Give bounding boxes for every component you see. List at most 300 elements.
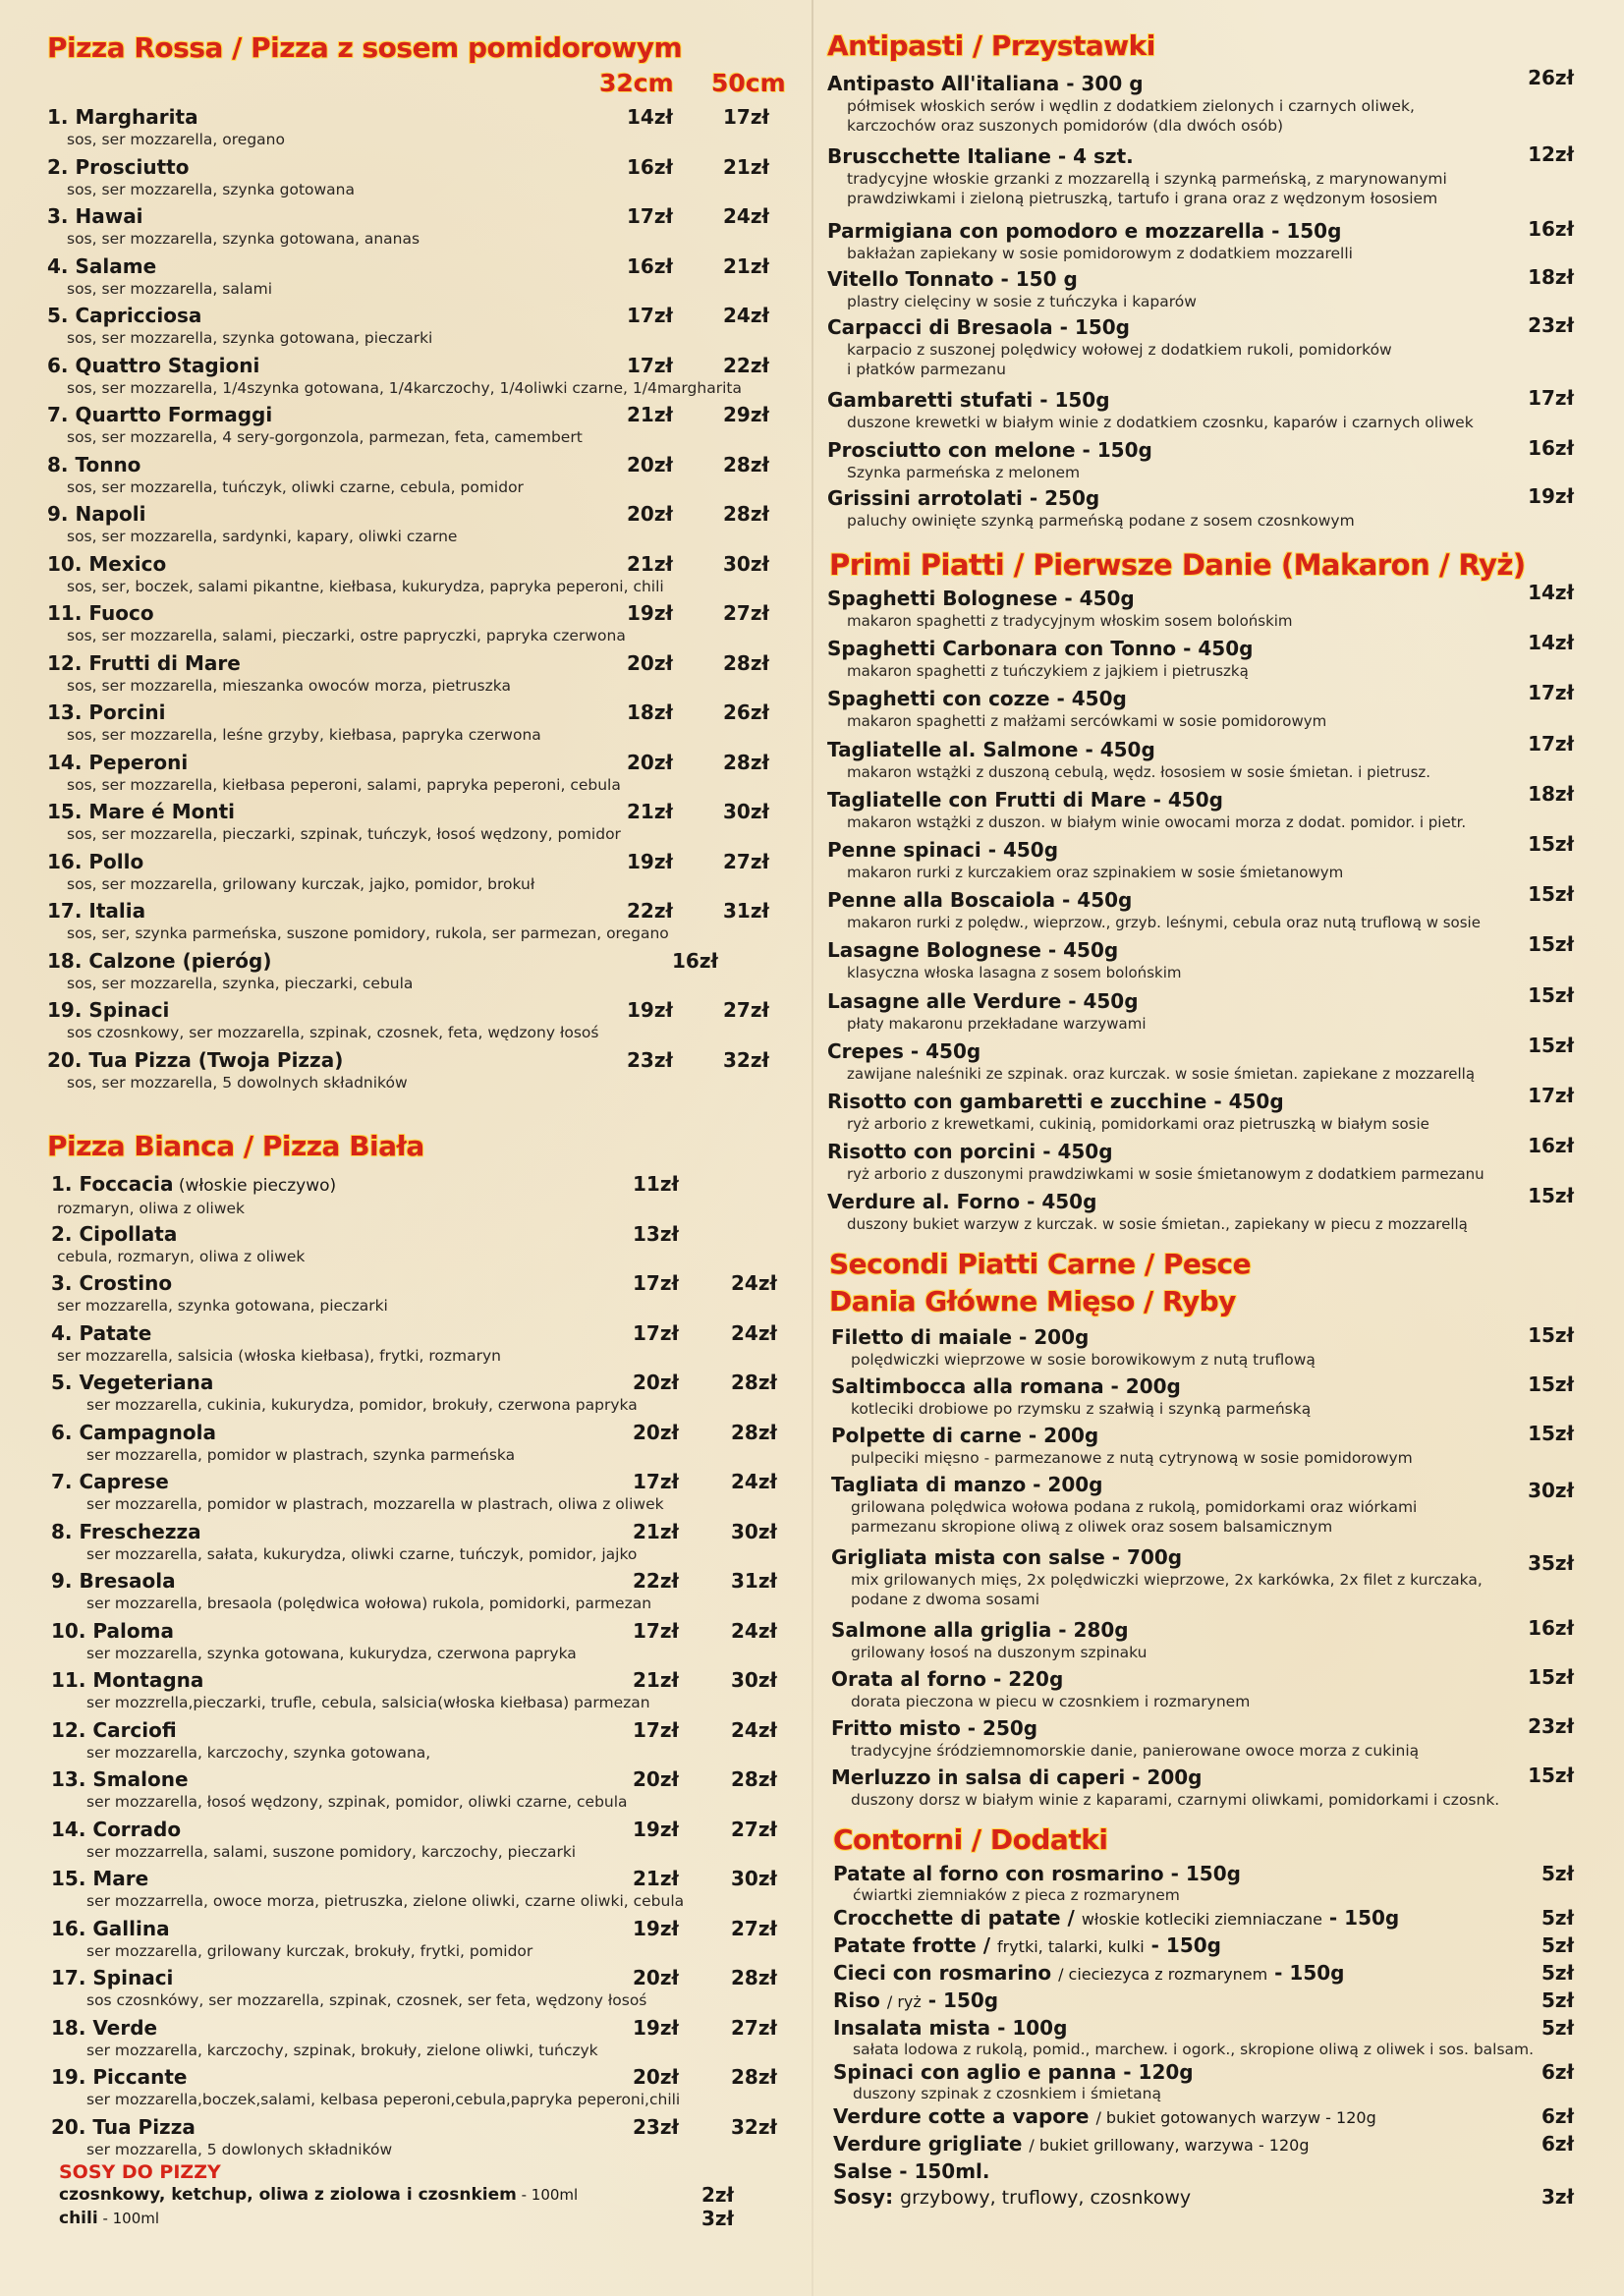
item-price-large: 30zł	[731, 1668, 777, 1692]
item-description-cont: prawdziwkami i zieloną pietruszką, tartufo i grana oraz z wędzonym łososiem	[847, 190, 1438, 207]
item-description: ryż arborio z krewetkami, cukinią, pomidorkami oraz pietruszką w białym sosie	[847, 1114, 1429, 1133]
menu-item	[47, 203, 804, 253]
item-price-large: 30zł	[731, 1867, 777, 1890]
side-item-note: / ryż	[886, 1992, 922, 2011]
item-description: makaron rurki z kurczakiem oraz szpinakiem w sosie śmietanowym	[847, 863, 1344, 881]
item-price: 14zł	[1528, 631, 1574, 655]
side-item-price: 6zł	[1541, 2132, 1574, 2156]
item-price-large: 24zł	[731, 1717, 777, 1742]
item-name-text: 12. Carciofi	[51, 1717, 177, 1742]
side-item-name: Crocchette di patate /	[833, 1906, 1082, 1930]
item-name: 1. Margharita	[47, 105, 198, 129]
item-price-large: 21zł	[723, 154, 769, 179]
item-name	[51, 1717, 808, 1743]
menu-item	[47, 551, 804, 601]
item-name: 20. Tua Pizza (Twoja Pizza)	[47, 1047, 344, 1072]
item-price-large: 30zł	[723, 551, 769, 576]
item-description: sos, ser mozzarella, szynka gotowana	[67, 180, 356, 198]
item-description: ser mozzarella,boczek,salami, kelbasa peperoni,cebula,papryka peperoni,chili	[86, 2091, 681, 2108]
side-item-note: włoskie kotleciki ziemniaczane	[1081, 1910, 1322, 1929]
item-name-text: 14. Corrado	[51, 1817, 182, 1841]
menu-item	[827, 218, 1580, 266]
item-name: Penne spinaci - 450g	[827, 837, 1059, 862]
item-price-large: 28zł	[723, 502, 769, 526]
item-price-large: 31zł	[723, 899, 769, 923]
item-name: Merluzzo in salsa di caperi - 200g	[831, 1765, 1203, 1789]
item-description: rozmaryn, oliwa z oliwek	[57, 1200, 246, 1217]
item-name: Spaghetti Carbonara con Tonno - 450g	[827, 637, 1254, 661]
item-price-large: 32zł	[731, 2114, 777, 2139]
side-item-description: sałata lodowa z rukolą, pomid., marchew. i ogork., skropione oliwą z oliwek i sos. balsam.	[853, 2041, 1535, 2058]
item-price-large: 24zł	[731, 1320, 777, 1345]
item-description: tradycyjne włoskie grzanki z mozzarellą i szynką parmeńską, z marynowanymi	[847, 170, 1447, 188]
menu-item	[831, 1324, 1580, 1373]
item-price: 23zł	[1528, 313, 1574, 337]
menu-item	[51, 1618, 808, 1668]
item-description: dorata pieczona w piecu w czosnkiem i rozmarynem	[851, 1693, 1251, 1710]
item-description: sos, ser mozzarella, pieczarki, szpinak, tuńczyk, łosoś wędzony, pomidor	[67, 825, 621, 843]
item-name: 7. Quartto Formaggi	[47, 403, 273, 426]
menu-item	[831, 1715, 1580, 1764]
item-description: makaron wstążki z duszoną cebulą, wędz. łososiem w sosie śmietan. i pietrusz.	[847, 762, 1431, 781]
item-name: Risotto con gambaretti e zucchine - 450g	[827, 1089, 1284, 1113]
item-name: 4. Salame	[47, 253, 157, 278]
menu-item	[827, 1134, 1580, 1189]
item-name-text: 11. Montagna	[51, 1668, 204, 1692]
menu-item	[51, 1866, 808, 1916]
item-price-large: 28zł	[731, 2065, 777, 2089]
item-name: Lasagne alle Verdure - 450g	[827, 988, 1139, 1013]
item-name: Crepes - 450g	[827, 1038, 981, 1063]
item-name-text: 6. Campagnola	[51, 1420, 216, 1444]
item-name-text: 20. Tua Pizza	[51, 2114, 196, 2139]
item-description: ser mozzarella, karczochy, szpinak, brokuły, zielone oliwki, tuńczyk	[86, 2041, 598, 2059]
item-description: grilowany łosoś na duszonym szpinaku	[851, 1644, 1148, 1661]
item-price: 19zł	[1528, 484, 1574, 508]
item-price: 17zł	[1528, 1083, 1574, 1107]
item-price: 15zł	[1528, 1665, 1574, 1689]
menu-item	[831, 1423, 1580, 1472]
item-price-small: 19zł	[627, 998, 673, 1022]
item-description: sos, ser, szynka parmeńska, suszone pomidory, rukola, ser parmezan, oregano	[67, 924, 669, 942]
side-item-price: 5zł	[1541, 1933, 1574, 1957]
item-name: Tagliata di manzo - 200g	[831, 1473, 1103, 1496]
primi-heading: Primi Piatti / Pierwsze Danie (Makaron / Ryż)	[829, 548, 1526, 582]
item-description: sos, ser mozzarella, grilowany kurczak, jajko, pomidor, brokuł	[67, 874, 535, 893]
secondi-heading-pl: Dania Główne Mięso / Ryby	[829, 1285, 1236, 1317]
item-name: Grigliata mista con salse - 700g	[831, 1545, 1183, 1569]
pizza-sauces	[59, 2161, 806, 2230]
item-name: Verdure al. Forno - 450g	[827, 1190, 1097, 1214]
item-name: Bruscchette Italiane - 4 szt.	[827, 144, 1134, 168]
item-description: ser mozzarella, pomidor w plastrach, mozzarella w plastrach, oliwa z oliwek	[86, 1495, 664, 1513]
menu-item	[831, 1544, 1580, 1617]
menu-item	[827, 581, 1580, 636]
item-name	[51, 2015, 808, 2041]
antipasti-list	[827, 66, 1580, 534]
sauce-name: chili	[59, 2209, 98, 2228]
item-price-large: 29zł	[723, 403, 769, 426]
item-description: polędwiczki wieprzowe w sosie borowikowym z nutą truflową	[851, 1351, 1316, 1369]
item-description: tradycyjne śródziemnomorskie danie, panierowane owoce morza z cukinią	[851, 1742, 1420, 1760]
item-description: sos, ser mozzarella, szynka, pieczarki, cebula	[67, 974, 414, 992]
item-description: makaron spaghetti z tradycyjnym włoskim sosem bolońskim	[847, 612, 1293, 630]
primi-list	[827, 581, 1580, 1239]
item-description: mix grilowanych mięs, 2x polędwiczki wieprzowe, 2x karkówka, 2x filet z kurczaka,	[851, 1571, 1483, 1589]
menu-item	[51, 1667, 808, 1717]
side-item	[833, 1905, 1580, 1932]
item-price: 16zł	[1528, 436, 1574, 460]
item-price-small: 22zł	[633, 1569, 679, 1593]
item-description: sos, ser mozzarella, szynka gotowana, pieczarki	[67, 329, 433, 347]
menu-item	[47, 353, 804, 403]
item-name: 19. Spinaci	[47, 998, 170, 1022]
item-price-small: 21zł	[633, 1668, 679, 1692]
item-description: półmisek włoskich serów i wędlin z dodatkiem zielonych i czarnych oliwek,	[847, 97, 1415, 115]
side-item-name: Patate al forno con rosmarino - 150g	[833, 1862, 1241, 1885]
item-price: 23zł	[1528, 1714, 1574, 1738]
menu-item	[47, 898, 804, 948]
menu-item	[827, 266, 1580, 314]
item-price-small: 21zł	[633, 1867, 679, 1890]
side-item-weight: - 150g	[1321, 1906, 1400, 1930]
item-name-text: 3. Crostino	[51, 1271, 173, 1295]
item-description: sos, ser mozzarella, salami	[67, 279, 273, 298]
item-description: pulpeciki mięsno - parmezanowe z nutą cytrynową w sosie pomidorowym	[851, 1449, 1413, 1467]
menu-item	[47, 452, 804, 502]
menu-item	[47, 600, 804, 650]
side-item	[833, 1932, 1580, 1960]
item-description: makaron spaghetti z tuńczykiem z jajkiem i pietruszką	[847, 662, 1249, 681]
side-item-name: Patate frotte /	[833, 1933, 997, 1957]
item-name: Prosciutto con melone - 150g	[827, 438, 1152, 462]
side-item	[833, 2059, 1580, 2085]
menu-item	[51, 1519, 808, 1569]
menu-item	[51, 2064, 808, 2114]
item-description: sos, ser mozzarella, 4 sery-gorgonzola, parmezan, feta, camembert	[67, 428, 583, 446]
side-item	[833, 2015, 1580, 2041]
item-description: makaron spaghetti z małżami sercówkami w sosie pomidorowym	[847, 712, 1327, 731]
item-description: sos, ser, boczek, salami pikantne, kiełbasa, kukurydza, papryka peperoni, chili	[67, 577, 664, 595]
item-description: karpacio z suszonej polędwicy wołowej z dodatkiem rukoli, pomidorków	[847, 341, 1392, 359]
side-item-note: frytki, talarki, kulki	[996, 1937, 1145, 1956]
item-name: Carpacci di Bresaola - 150g	[827, 315, 1130, 339]
item-name-note: (włoskie pieczywo)	[173, 1176, 337, 1196]
item-price: 15zł	[1528, 1184, 1574, 1208]
item-name	[51, 1221, 808, 1247]
item-name: Salmone alla griglia - 280g	[831, 1618, 1129, 1642]
item-name: Grissini arrotolati - 250g	[827, 486, 1100, 510]
item-description: sos, ser mozzarella, szynka gotowana, ananas	[67, 230, 420, 248]
item-name	[51, 1270, 808, 1296]
item-price-small: 16zł	[627, 154, 673, 179]
item-name-text: 15. Mare	[51, 1867, 149, 1890]
item-description: sos, ser mozzarella, leśne grzyby, kiełbasa, papryka czerwona	[67, 726, 541, 744]
item-name: 15. Mare é Monti	[47, 800, 236, 823]
item-description-cont: podane z dwoma sosami	[851, 1591, 1040, 1608]
side-item-price: 5zł	[1541, 1961, 1574, 1985]
side-item	[833, 2131, 1580, 2158]
item-name: Polpette di carne - 200g	[831, 1424, 1099, 1447]
item-price-small: 16zł	[672, 948, 718, 973]
item-price-small: 19zł	[633, 1817, 679, 1841]
item-price-small: 17zł	[627, 204, 673, 228]
item-price-small: 23zł	[627, 1047, 673, 1072]
item-description: ser mozzarella, sałata, kukurydza, oliwki czarne, tuńczyk, pomidor, jajko	[86, 1544, 638, 1563]
item-price-small: 20zł	[633, 1420, 679, 1444]
side-item-description: ćwiartki ziemniaków z pieca z rozmarynem	[853, 1886, 1180, 1904]
menu-item	[827, 66, 1580, 143]
side-item-note: grzybowy, truflowy, czosnkowy	[900, 2187, 1192, 2209]
item-name: Gambaretti stufati - 150g	[827, 388, 1110, 412]
item-name-text: 9. Bresaola	[51, 1569, 176, 1593]
item-price-small: 14zł	[627, 105, 673, 129]
item-price-small: 22zł	[627, 899, 673, 923]
item-description: paluchy owinięte szynką parmeńską podane z sosem czosnkowym	[847, 512, 1355, 530]
item-name	[51, 2064, 808, 2090]
item-price-small: 20zł	[627, 650, 673, 675]
secondi-list	[831, 1324, 1580, 1814]
pizza-rossa-heading: Pizza Rossa / Pizza z sosem pomidorowym	[47, 31, 683, 64]
item-name: 8. Tonno	[47, 452, 141, 476]
item-description: sos, ser mozzarella, kiełbasa peperoni, salami, papryka peperoni, cebula	[67, 775, 621, 794]
menu-item	[827, 731, 1580, 787]
item-price-small: 17zł	[627, 353, 673, 377]
menu-item	[51, 1221, 808, 1271]
item-description: kotleciki drobiowe po rzymsku z szałwią i szynką parmeńską	[851, 1400, 1312, 1418]
secondi-heading: Secondi Piatti Carne / Pesce	[829, 1248, 1252, 1280]
menu-item	[831, 1764, 1580, 1814]
item-price-large: 28zł	[723, 650, 769, 675]
menu-item	[831, 1373, 1580, 1423]
item-price-large: 28zł	[731, 1966, 777, 1989]
item-name	[51, 1469, 808, 1494]
item-price: 15zł	[1528, 1323, 1574, 1347]
item-price: 15zł	[1528, 1033, 1574, 1057]
item-description: ser mozzarella, szynka gotowana, kukurydza, czerwona papryka	[86, 1644, 577, 1662]
item-price: 17zł	[1528, 731, 1574, 756]
item-name: 12. Frutti di Mare	[47, 650, 241, 675]
side-item-price: 5zł	[1541, 1862, 1574, 1885]
menu-item	[51, 1469, 808, 1519]
item-description: makaron rurki z polędw., wieprzow., grzyb. leśnymi, cebula oraz nutą truflową w sosie	[847, 914, 1481, 932]
item-price-large: 27zł	[723, 849, 769, 873]
item-name: 17. Italia	[47, 899, 146, 923]
menu-item	[827, 437, 1580, 485]
item-price-large: 31zł	[731, 1569, 777, 1593]
menu-item	[827, 681, 1580, 736]
item-name: 14. Peperoni	[47, 750, 189, 774]
menu-item	[827, 387, 1580, 437]
menu-item	[827, 932, 1580, 987]
item-price-small: 18zł	[627, 700, 673, 724]
item-price-small: 20zł	[627, 750, 673, 774]
menu-item	[827, 882, 1580, 937]
menu-item	[51, 1270, 808, 1320]
sauce-row	[59, 2207, 806, 2230]
menu-item	[47, 799, 804, 849]
item-description: ser mozzarella, łosoś wędzony, szpinak, pomidor, oliwki czarne, cebula	[86, 1793, 628, 1811]
item-price-large: 27zł	[731, 1817, 777, 1841]
side-item-weight: - 150g	[921, 1988, 999, 2012]
menu-item	[47, 154, 804, 204]
item-name-text: 17. Spinaci	[51, 1966, 174, 1989]
menu-item	[831, 1472, 1580, 1544]
item-name	[51, 2114, 808, 2140]
item-price-small: 17zł	[633, 1717, 679, 1742]
item-description: ser mozzarella, salsicia (włoska kiełbasa), frytki, rozmaryn	[57, 1346, 501, 1365]
item-price-large: 24zł	[731, 1470, 777, 1493]
item-price-small: 11zł	[633, 1172, 679, 1196]
item-price-large: 27zł	[723, 998, 769, 1022]
item-description: ser mozzarrella, owoce morza, pietruszka, zielone oliwki, czarne oliwki, cebula	[86, 1892, 685, 1910]
item-name: 9. Napoli	[47, 502, 146, 526]
side-item	[833, 1960, 1580, 1988]
menu-item	[51, 1420, 808, 1470]
item-name: Tagliatelle con Frutti di Mare - 450g	[827, 787, 1223, 812]
item-name: 13. Porcini	[47, 700, 166, 724]
side-item-name: Verdure grigliate	[833, 2132, 1030, 2156]
item-name	[51, 1916, 808, 1941]
side-item	[833, 2184, 1580, 2211]
item-price-small: 17zł	[627, 304, 673, 327]
item-description: ser mozzarella, bresaola (polędwica wołowa) rukola, pomidorki, parmezan	[86, 1595, 652, 1612]
item-name	[51, 1420, 808, 1445]
item-description: sos, ser mozzarella, 1/4szynka gotowana, 1/4karczochy, 1/4oliwki czarne, 1/4margharita	[67, 378, 742, 397]
item-price: 18zł	[1528, 265, 1574, 289]
menu-item	[827, 982, 1580, 1038]
side-item-price: 5zł	[1541, 1988, 1574, 2012]
item-description: sos, ser mozzarella, salami, pieczarki, ostre papryczki, papryka czerwona	[67, 627, 626, 644]
item-description: duszony dorsz w białym winie z kaparami, czarnymi oliwkami, pomidorkami i czosnk.	[851, 1791, 1500, 1809]
menu-item	[827, 631, 1580, 686]
item-name	[51, 1965, 808, 1990]
item-description: duszony bukiet warzyw z kurczak. w sosie śmietan., zapiekany w piecu z mozzarellą	[847, 1215, 1468, 1234]
page-fold	[812, 0, 813, 2296]
menu-item	[47, 1047, 804, 1097]
item-price-large: 27zł	[723, 601, 769, 625]
item-price-large: 28zł	[731, 1767, 777, 1791]
item-name	[51, 1667, 808, 1693]
item-price: 15zł	[1528, 1764, 1574, 1787]
item-price-large: 28zł	[723, 750, 769, 774]
item-name-text: 7. Caprese	[51, 1470, 169, 1493]
item-price: 17zł	[1528, 681, 1574, 705]
item-description: sos, ser mozzarella, oregano	[67, 131, 285, 148]
item-description: ser mozzarella, cukinia, kukurydza, pomidor, brokuły, czerwona papryka	[86, 1396, 638, 1414]
item-description: bakłażan zapiekany w sosie pomidorowym z dodatkiem mozzarelli	[847, 245, 1353, 262]
item-name	[51, 1320, 808, 1346]
sauce-price: 3zł	[701, 2207, 734, 2230]
item-name: Filetto di maiale - 200g	[831, 1325, 1090, 1349]
item-price-large: 17zł	[723, 105, 769, 129]
item-price-small: 19zł	[627, 849, 673, 873]
menu-item	[47, 948, 804, 998]
item-price-large: 24zł	[723, 304, 769, 327]
item-description: duszone krewetki w białym winie z dodatkiem czosnku, kaparów i czarnych oliwek	[847, 414, 1474, 431]
item-name: 18. Calzone (pieróg)	[47, 948, 272, 973]
menu-item	[47, 253, 804, 304]
sauce-price: 2zł	[701, 2183, 734, 2207]
side-item-name: Insalata mista - 100g	[833, 2016, 1068, 2040]
item-name: 3. Hawai	[47, 204, 143, 228]
item-price-small: 13zł	[633, 1221, 679, 1246]
item-name	[51, 1618, 808, 1644]
item-name	[51, 1817, 808, 1842]
item-description: sos czosnkowy, ser mozzarella, szpinak, czosnek, feta, wędzony łosoś	[67, 1024, 599, 1041]
menu-item	[827, 485, 1580, 534]
menu-item	[831, 1666, 1580, 1715]
pizza-sauces-list	[59, 2183, 806, 2230]
menu-item	[47, 303, 804, 353]
item-name-text: 10. Paloma	[51, 1618, 174, 1643]
menu-item	[827, 831, 1580, 887]
item-price-small: 21zł	[633, 1519, 679, 1543]
menu-item	[47, 402, 804, 452]
item-name: Spaghetti con cozze - 450g	[827, 687, 1127, 711]
item-price-small: 20zł	[627, 502, 673, 526]
contorni-list	[833, 1861, 1580, 2211]
item-price-large: 30zł	[723, 800, 769, 823]
menu-item	[51, 1817, 808, 1867]
item-name: 6. Quattro Stagioni	[47, 353, 260, 377]
item-name	[51, 1519, 808, 1544]
menu-item	[827, 143, 1580, 218]
item-name-text: 1. Foccacia	[51, 1172, 174, 1196]
item-description: makaron wstążki z duszon. w białym winie owocami morza z dodat. pomidor. i pietr.	[847, 812, 1467, 831]
item-price-large: 30zł	[731, 1519, 777, 1543]
item-name: Antipasto All'italiana - 300 g	[827, 72, 1144, 95]
side-item-name: Cieci con rosmarino	[833, 1961, 1059, 1985]
item-price-large: 24zł	[723, 204, 769, 228]
item-name-text: 4. Patate	[51, 1320, 152, 1345]
item-description: sos czosnkówy, ser mozzarella, szpinak, czosnek, ser feta, wędzony łosoś	[86, 1991, 647, 2009]
menu-item	[51, 1766, 808, 1817]
menu-item	[831, 1617, 1580, 1666]
menu-item	[51, 1370, 808, 1420]
pizza-bianca-heading: Pizza Bianca / Pizza Biała	[47, 1130, 424, 1162]
item-name: Parmigiana con pomodoro e mozzarella - 150g	[827, 219, 1342, 243]
side-item-name: Spinaci con aglio e panna - 120g	[833, 2060, 1194, 2084]
item-description: zawijane naleśniki ze szpinak. oraz kurczak. w sosie śmietan. zapiekane z mozzarellą	[847, 1064, 1476, 1083]
item-name: Penne alla Boscaiola - 450g	[827, 888, 1133, 913]
item-name-text: 18. Verde	[51, 2015, 158, 2040]
menu-item	[47, 501, 804, 551]
item-description-cont: i płatków parmezanu	[847, 361, 1006, 378]
item-name: 5. Capricciosa	[47, 304, 202, 327]
side-item-note: / cieciezyca z rozmarynem	[1058, 1965, 1268, 1984]
size-50cm-label: 50cm	[711, 69, 786, 97]
item-name	[51, 1171, 808, 1199]
item-name: Risotto con porcini - 450g	[827, 1140, 1113, 1164]
item-price-large: 21zł	[723, 253, 769, 278]
item-price-small: 17zł	[633, 1470, 679, 1493]
item-price: 16zł	[1528, 217, 1574, 241]
item-price: 16zł	[1528, 1616, 1574, 1640]
item-name: Vitello Tonnato - 150 g	[827, 267, 1078, 291]
menu-item	[47, 997, 804, 1047]
item-name	[51, 1766, 808, 1792]
side-item-note: / bukiet grillowany, warzywa - 120g	[1029, 2136, 1310, 2155]
item-price-large: 24zł	[731, 1618, 777, 1643]
item-price: 14zł	[1528, 581, 1574, 604]
item-price: 15zł	[1528, 882, 1574, 907]
item-description: cebula, rozmaryn, oliwa z oliwek	[57, 1247, 306, 1265]
sauce-row	[59, 2183, 806, 2207]
side-item	[833, 1861, 1580, 1886]
item-price: 35zł	[1528, 1551, 1574, 1575]
menu-item	[51, 1568, 808, 1618]
